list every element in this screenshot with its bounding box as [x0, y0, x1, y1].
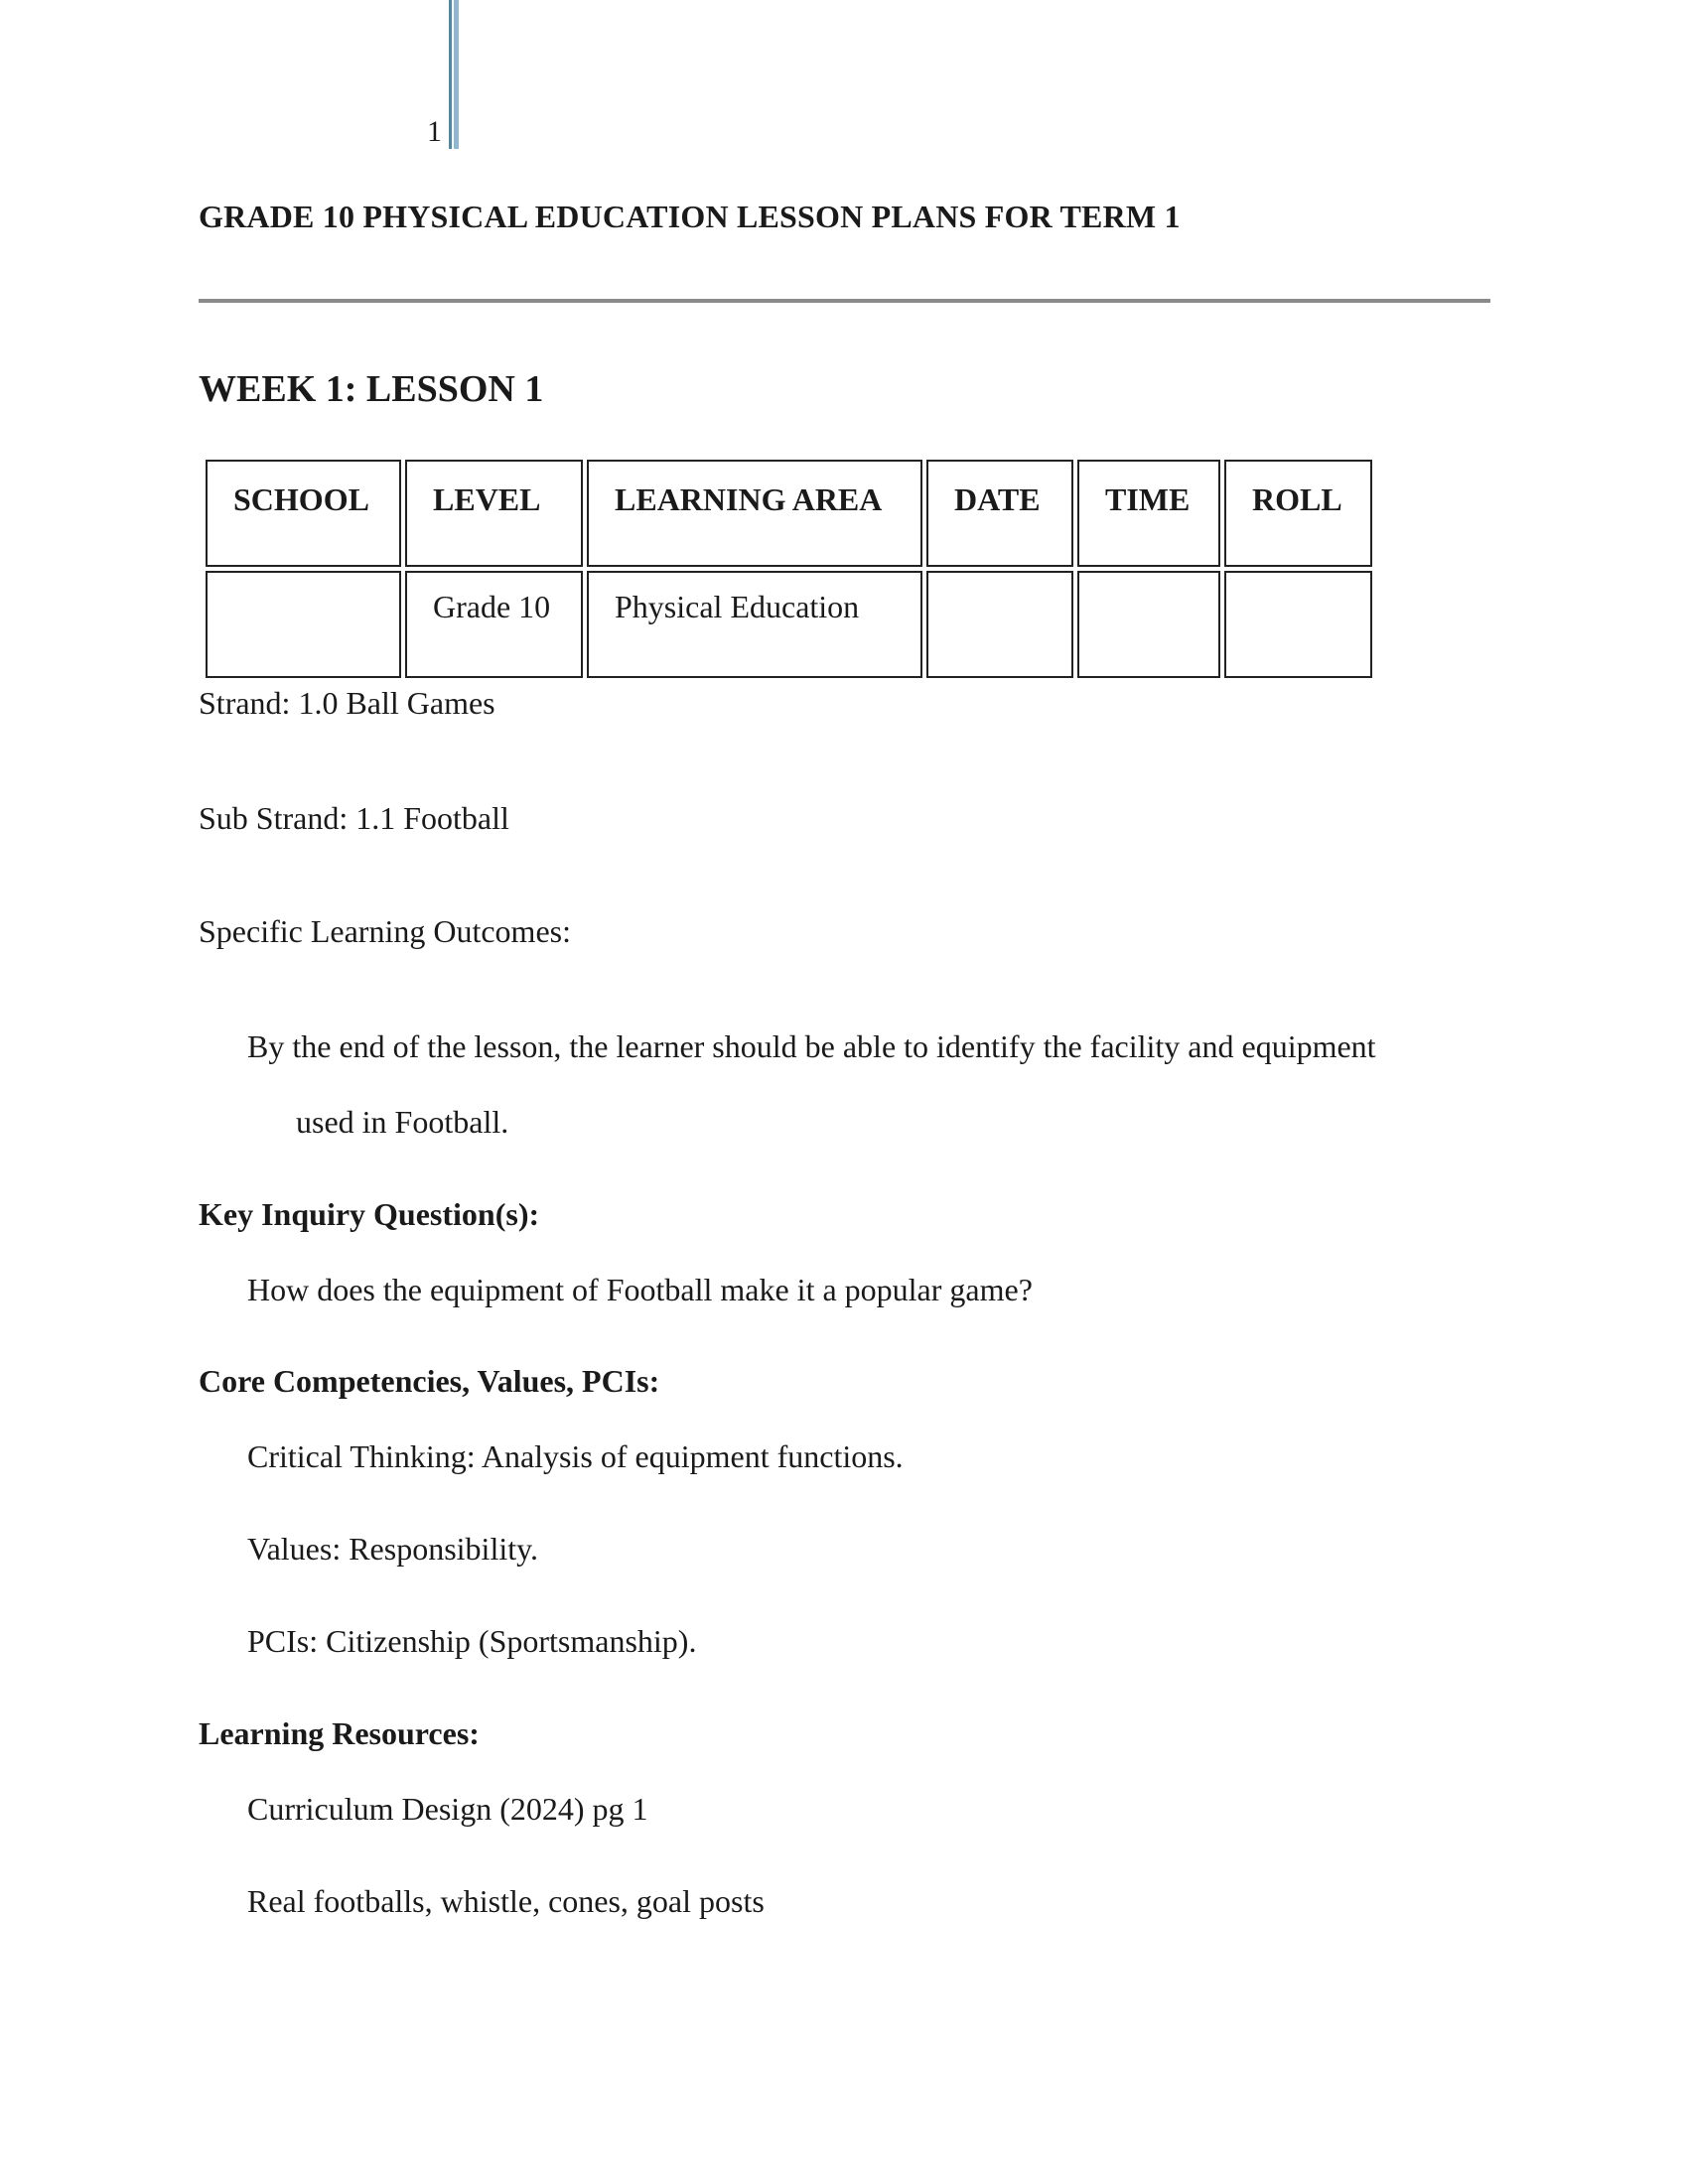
- resource-item: Curriculum Design (2024) pg 1: [247, 1791, 648, 1827]
- kiq-text: How does the equipment of Football make it a popular game?: [247, 1272, 1033, 1307]
- title-divider: [199, 299, 1490, 303]
- cell-learning-area: Physical Education: [587, 571, 922, 678]
- table-header-row: [206, 460, 1372, 567]
- cell-level: Grade 10: [405, 571, 583, 678]
- slo-text-line-1: By the end of the lesson, the learner should be able to identify the facility and equipment: [247, 1028, 1376, 1064]
- resource-item: Real footballs, whistle, cones, goal posts: [247, 1883, 765, 1919]
- header-time: TIME: [1077, 460, 1220, 567]
- cell-school: [206, 571, 401, 678]
- kiq-label: Key Inquiry Question(s):: [199, 1196, 540, 1232]
- header-roll: ROLL: [1224, 460, 1372, 567]
- sub-strand-text: Sub Strand: 1.1 Football: [199, 800, 509, 836]
- cell-roll: [1224, 571, 1372, 678]
- core-item: Critical Thinking: Analysis of equipment functions.: [247, 1438, 904, 1474]
- core-item: Values: Responsibility.: [247, 1531, 539, 1567]
- cell-time: [1077, 571, 1220, 678]
- header-date: DATE: [926, 460, 1073, 567]
- lesson-info-table: [202, 456, 1376, 682]
- page-number: 1: [427, 115, 442, 148]
- header-school: SCHOOL: [206, 460, 401, 567]
- core-item: PCIs: Citizenship (Sportsmanship).: [247, 1623, 697, 1659]
- header-learning-area: LEARNING AREA: [587, 460, 922, 567]
- learning-resources-label: Learning Resources:: [199, 1715, 480, 1751]
- document-title: GRADE 10 PHYSICAL EDUCATION LESSON PLANS FOR TERM 1: [199, 199, 1181, 234]
- cell-date: [926, 571, 1073, 678]
- table-row: [206, 571, 1372, 678]
- core-competencies-label: Core Competencies, Values, PCIs:: [199, 1363, 660, 1399]
- strand-text: Strand: 1.0 Ball Games: [199, 685, 495, 721]
- header-level: LEVEL: [405, 460, 583, 567]
- header-vertical-rule: [449, 0, 459, 149]
- slo-text-line-2: used in Football.: [296, 1104, 509, 1140]
- lesson-heading: WEEK 1: LESSON 1: [199, 368, 544, 410]
- slo-label: Specific Learning Outcomes:: [199, 913, 571, 949]
